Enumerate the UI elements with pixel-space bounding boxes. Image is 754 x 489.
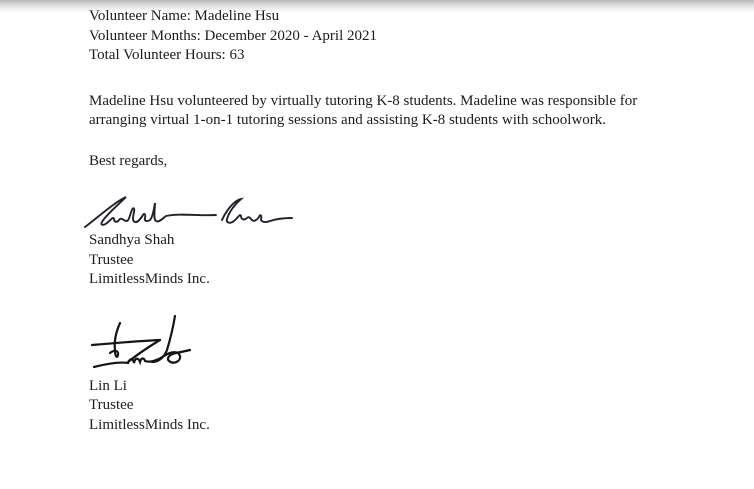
signer-block-sandhya-shah — [89, 231, 689, 290]
signer-block-lin-li — [89, 377, 689, 436]
volunteer-months-line: Volunteer Months: December 2020 - April 2021 — [89, 27, 378, 44]
cursive-signature-icon — [82, 195, 295, 231]
letter-body-line-1: Madeline Hsu volunteered by virtually tutoring K-8 students. Madeline was responsible for — [89, 92, 638, 109]
volunteer-name-line: Volunteer Name: Madeline Hsu — [89, 8, 280, 24]
signature-sandhya-shah — [82, 195, 689, 231]
signer-title: Trustee — [89, 251, 134, 268]
letter-closing: Best regards, — [89, 152, 168, 169]
signer-name: Sandhya Shah — [89, 232, 175, 248]
letter-content — [89, 0, 689, 435]
signer-org: LimitlessMinds Inc. — [89, 416, 210, 433]
scribble-signature-icon — [90, 314, 195, 374]
signer-name: Lin Li — [89, 377, 127, 394]
signer-org: LimitlessMinds Inc. — [89, 271, 210, 287]
signature-lin-li — [90, 314, 689, 374]
letter-body-paragraph — [89, 92, 689, 131]
signer-title: Trustee — [89, 397, 134, 413]
volunteer-hours-line: Total Volunteer Hours: 63 — [89, 47, 245, 63]
letter-body-line-2: arranging virtual 1-on-1 tutoring sessions and assisting K-8 students with schoolwork. — [89, 112, 607, 128]
volunteer-meta-block — [89, 0, 689, 66]
